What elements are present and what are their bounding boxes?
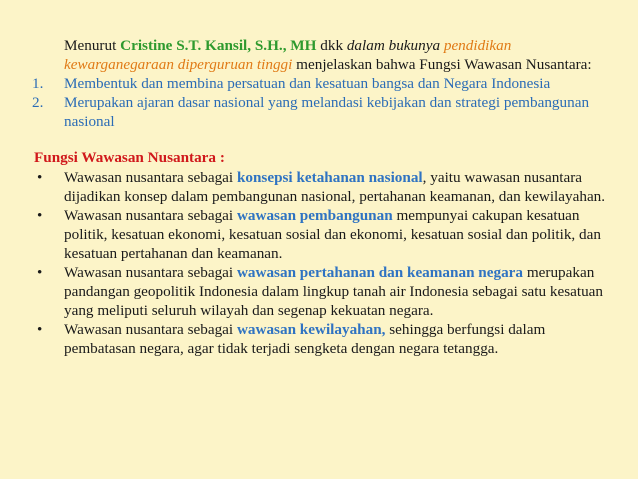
bullet-term: konsepsi ketahanan nasional xyxy=(236,169,423,186)
list-item xyxy=(0,74,622,93)
bullet-text-pre: Wawasan nusantara sebagai xyxy=(64,169,237,186)
bullet-term: wawasan pembangunan xyxy=(236,207,393,224)
bullet-text-pre: Wawasan nusantara sebagai xyxy=(64,264,237,281)
bullet-list xyxy=(0,168,622,358)
bullet-icon: • xyxy=(37,207,43,224)
bullet-text-pre: Wawasan nusantara sebagai xyxy=(64,321,237,338)
author-name: Cristine S.T. Kansil, S.H., MH xyxy=(120,37,317,54)
bullet-text-pre: Wawasan nusantara sebagai xyxy=(64,207,237,224)
list-item xyxy=(0,93,622,131)
bullet-icon: • xyxy=(37,264,43,281)
bullet-text-post: , yaitu wawasan nusantara dijadikan konsep dalam pembangunan nasional, pertahanan keamanan, dan kewilayahan. xyxy=(64,169,606,205)
intro-text-4: menjelaskan bahwa Fungsi Wawasan Nusantara: xyxy=(292,56,592,73)
list-item xyxy=(0,206,622,263)
book-phrase: dalam bukunya xyxy=(346,37,441,54)
list-number: 1. xyxy=(32,75,44,92)
intro-text-2: dkk xyxy=(316,37,347,54)
bullet-text-post: sehingga berfungsi dalam pembatasan negara, agar tidak terjadi sengketa dengan negara tetangga. xyxy=(64,321,546,357)
list-item-text: Membentuk dan membina persatuan dan kesatuan bangsa dan Negara Indonesia xyxy=(64,75,551,92)
list-item xyxy=(0,168,622,206)
numbered-list xyxy=(0,74,622,131)
bullet-text-post: merupakan pandangan geopolitik Indonesia dalam lingkup tanah air Indonesia sebagai satu kesatuan yang meliputi seluruh wilayah dan segenap kekuatan negara. xyxy=(64,264,603,319)
list-item xyxy=(0,320,622,358)
bullet-term: wawasan kewilayahan, xyxy=(236,321,386,338)
bullet-icon: • xyxy=(37,321,43,338)
intro-text-1: Menurut xyxy=(64,37,121,54)
list-item xyxy=(0,263,622,320)
bullet-icon: • xyxy=(37,169,43,186)
list-number: 2. xyxy=(32,94,44,111)
section-heading: Fungsi Wawasan Nusantara : xyxy=(34,149,225,166)
intro-paragraph xyxy=(64,36,602,74)
book-title: pendidikan kewarganegaraan diperguruan tinggi xyxy=(64,37,512,73)
bullet-text-post: mempunyai cakupan kesatuan politik, kesatuan ekonomi, kesatuan sosial dan ekonomi, kesatuan sosial dan politik, dan kesatuan pertahanan dan keamanan. xyxy=(64,207,601,262)
list-item-text: Merupakan ajaran dasar nasional yang melandasi kebijakan dan strategi pembangunan nasional xyxy=(64,94,590,130)
bullet-term: wawasan pertahanan dan keamanan negara xyxy=(236,264,524,281)
